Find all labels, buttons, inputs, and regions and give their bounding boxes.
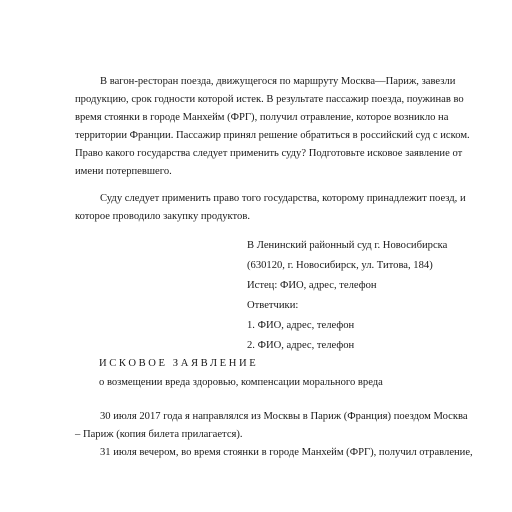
- task-line-4: территории Франции. Пассажир принял решение обратиться в российский суд с иском.: [75, 130, 470, 141]
- task-line-6: имени потерпевшего.: [75, 166, 172, 177]
- court-name: В Ленинский районный суд г. Новосибирска: [247, 240, 448, 251]
- court-address: (630120, г. Новосибирск, ул. Титова, 184): [247, 260, 433, 271]
- plaintiff-line: Истец: ФИО, адрес, телефон: [247, 280, 377, 291]
- address-block: [247, 237, 487, 355]
- body-paragraph-1: [75, 408, 468, 444]
- answer-line-2: которое проводило закупку продуктов.: [75, 211, 250, 222]
- body-paragraph-2: [75, 444, 473, 462]
- defendant-1: 1. ФИО, адрес, телефон: [247, 320, 355, 331]
- answer-paragraph: [75, 190, 466, 226]
- answer-line-1: Суду следует применить право того государства, которому принадлежит поезд, и: [100, 193, 466, 204]
- body-p1-line-1: 30 июля 2017 года я направлялся из Москвы в Париж (Франция) поездом Москва: [100, 411, 468, 422]
- defendant-2: 2. ФИО, адрес, телефон: [247, 340, 355, 351]
- claim-subtitle: о возмещении вреда здоровью, компенсации морального вреда: [99, 377, 383, 388]
- body-p2-line-1: 31 июля вечером, во время стоянки в городе Манхейм (ФРГ), получил отравление,: [100, 447, 473, 458]
- claim-title: ИСКОВОЕ ЗАЯВЛЕНИЕ: [99, 358, 259, 369]
- task-line-3: время стоянки в городе Манхейм (ФРГ), получил отравление, которое возникло на: [75, 112, 449, 123]
- task-line-1: В вагон-ресторан поезда, движущегося по маршруту Москва—Париж, завезли: [100, 76, 456, 87]
- task-paragraph: [75, 73, 470, 181]
- body-p1-line-2: – Париж (копия билета прилагается).: [75, 429, 243, 440]
- task-line-2: продукцию, срок годности которой истек. В результате пассажир поезда, поужинав во: [75, 94, 464, 105]
- defendants-label: Ответчики:: [247, 300, 299, 311]
- task-line-5: Право какого государства следует применить суду? Подготовьте исковое заявление от: [75, 148, 463, 159]
